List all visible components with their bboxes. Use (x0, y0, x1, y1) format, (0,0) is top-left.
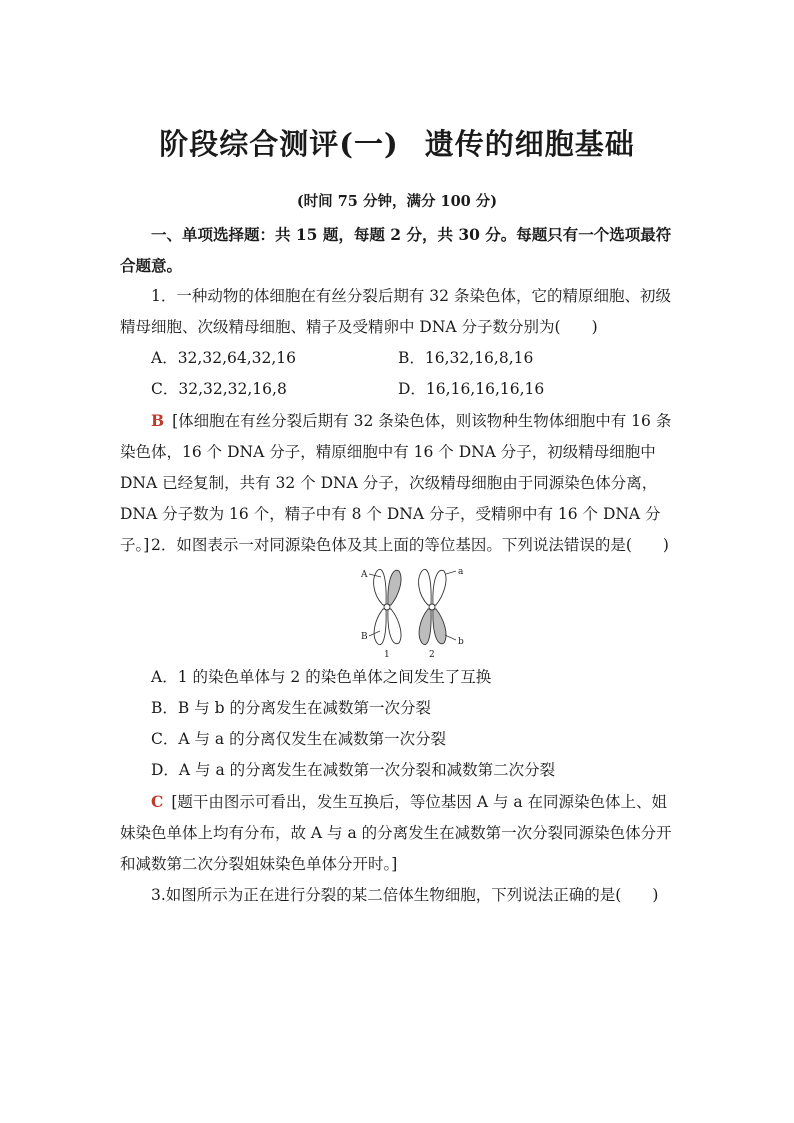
question-3-stem: 3.如图所示为正在进行分裂的某二倍体生物细胞，下列说法正确的是( ) (151, 886, 659, 904)
question-1-explanation: [体细胞在有丝分裂后期有 32 条染色体，则该物种生物体细胞中有 16 条染色体，16 个 DNA 分子，精原细胞中有 16 个 DNA 分子，初级精母细胞中 DNA 已经复制，共有 32 个 DNA 分子，次级精母细胞由于同源染色体分离，DNA 分子数为 16 个，精子中有 8 个 DNA 分子，受精卵中有 16 个 DNA 分子。] (120, 412, 672, 554)
figure-label-A: A (361, 570, 368, 580)
question-2-option-c: C．A 与 a 的分离仅发生在减数第一次分裂 (151, 730, 447, 748)
question-2-option-b: B．B 与 b 的分离发生在减数第一次分裂 (151, 699, 431, 717)
question-1-option-c: C．32,32,32,16,8 (151, 380, 287, 398)
page-title (0, 122, 794, 163)
question-1-option-d: D．16,16,16,16,16 (398, 380, 545, 398)
question-2-solution (120, 786, 676, 880)
title-topic: 遗传的细胞基础 (424, 127, 635, 161)
question-1-option-a: A．32,32,64,32,16 (151, 349, 297, 367)
question-2-option-d: D．A 与 a 的分离发生在减数第一次分裂和减数第二次分裂 (151, 761, 556, 779)
figure-label-b: b (458, 637, 464, 647)
chromosome-1 (374, 569, 401, 644)
question-1-stem: 1．一种动物的体细胞在有丝分裂后期有 32 条染色体，它的精原细胞、初级精母细胞、次级精母细胞、精子及受精卵中 DNA 分子数分别为( ) (120, 287, 671, 336)
figure-label-a: a (458, 567, 464, 577)
question-2-explanation: [题干由图示可看出，发生互换后，等位基因 A 与 a 在同源染色体上、姐妹染色单体上均有分布，故 A 与 a 的分离发生在减数第一次分裂同源染色体分开和减数第二次分裂姐妹染色单体分开时。] (120, 793, 672, 873)
figure-label-2: 2 (429, 650, 435, 660)
homologous-chromosome-figure (355, 565, 475, 660)
exam-info: (时间 75 分钟，满分 100 分) (296, 193, 498, 210)
question-1-answer: B (151, 411, 165, 430)
section-heading: 一、单项选择题：共 15 题，每题 2 分，共 30 分。每题只有一个选项最符合题意。 (120, 225, 672, 275)
question-2-option-a: A．1 的染色单体与 2 的染色单体之间发生了互换 (151, 668, 492, 686)
question-1-option-b: B．16,32,16,8,16 (398, 349, 534, 367)
figure-label-1: 1 (384, 650, 390, 660)
figure-label-B: B (361, 632, 368, 642)
chromosome-2 (419, 569, 446, 644)
question-2-answer: C (151, 792, 164, 811)
title-main: 阶段综合测评(一) (159, 127, 399, 161)
question-2-stem: 2．如图表示一对同源染色体及其上面的等位基因。下列说法错误的是( ) (151, 536, 669, 554)
